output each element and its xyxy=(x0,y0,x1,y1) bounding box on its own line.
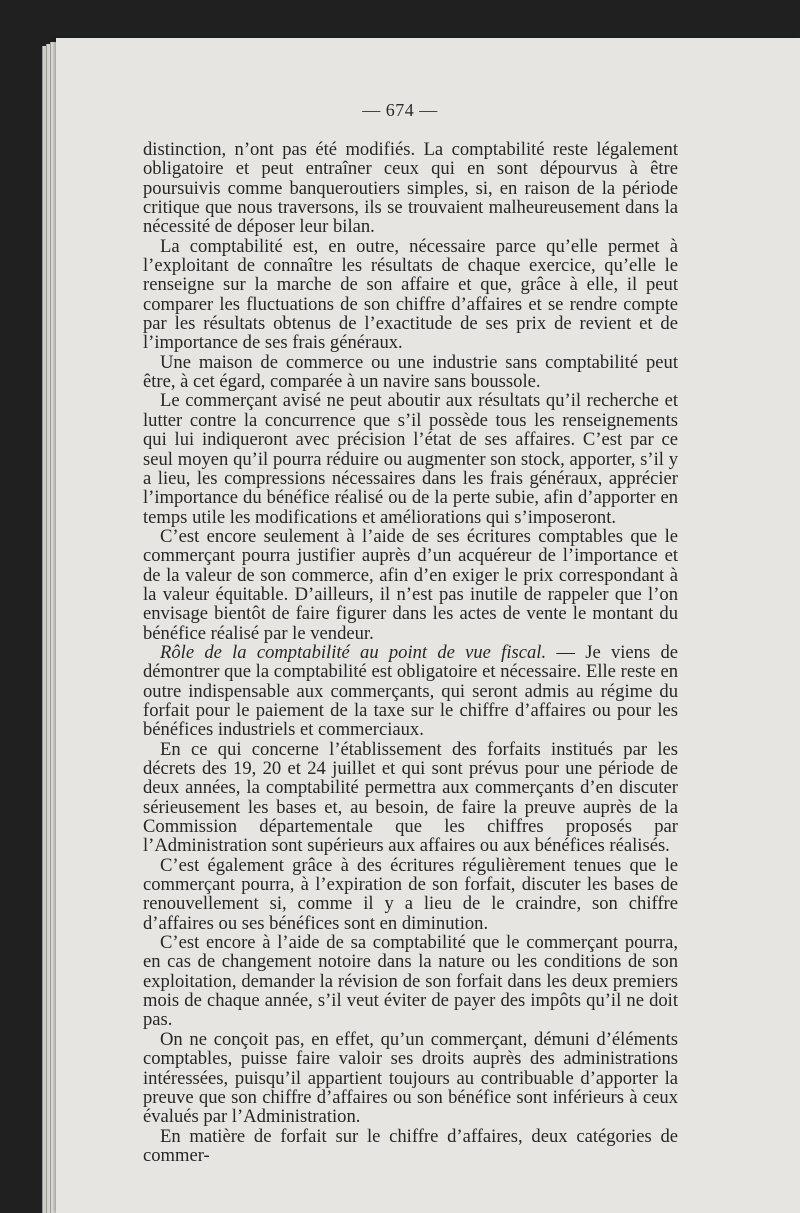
paragraph-7 xyxy=(143,740,678,856)
section-title: Rôle de la comptabilité au point de vue fiscal. xyxy=(160,641,547,663)
paragraph-11 xyxy=(143,1127,678,1166)
paragraph-text: On ne conçoit pas, en effet, qu’un commerçant, démuni d’éléments comptables, puisse faire valoir ses droits auprès des administrations intéressées, puisqu’il appartient toujours au contribuable d’apporter la preuve que son chiffre d’affaires ou son bénéfice sont inférieurs à ceux évalués par l’Administration. xyxy=(143,1028,678,1128)
paragraph-text: Le commerçant avisé ne peut aboutir aux résultats qu’il recherche et lutter contre la concurrence que s’il possède tous les renseignements qui lui indiqueront avec précision l’état de ses affaires. C’est par ce seul moyen qu’il pourra réduire ou augmenter son stock, apporter, s’il y a lieu, les compressions nécessaires dans les frais généraux, apprécier l’importance du bénéfice réalisé ou de la perte subie, afin d’apporter en temps utile les modifications et améliorations qui s’imposeront. xyxy=(143,390,678,528)
paragraph-4 xyxy=(143,391,678,526)
paragraph-text: C’est encore à l’aide de sa comptabilité que le commerçant pourra, en cas de changement notoire dans la nature ou les conditions de son exploitation, demander la révision de son forfait dans les deux premiers mois de chaque année, s’il veut éviter de payer des impôts qu’il ne doit pas. xyxy=(143,932,678,1031)
paragraph-6 xyxy=(143,643,678,740)
paragraph-text: C’est également grâce à des écritures régulièrement tenues que le commerçant pourra, à l’expiration de son forfait, discuter les bases de renouvellement si, comme il y a lieu de le craindre, son chiffre d’affaires ou ses bénéfices sont en diminution. xyxy=(143,854,678,934)
paragraph-text: distinction, n’ont pas été modifiés. La comptabilité reste légalement obligatoire et peut entraîner ceux qui en sont dépourvus à être poursuivis comme banqueroutiers simples, si, en raison de la période critique que nous traversons, ils se trouvaient malheureusement dans la nécessité de déposer leur bilan. xyxy=(143,139,678,238)
page-number: — 674 — xyxy=(362,100,438,120)
paragraph-9 xyxy=(143,933,678,1030)
paragraph-text: La comptabilité est, en outre, nécessaire parce qu’elle permet à l’exploitant de connaître les résultats de chaque exercice, qu’elle le renseigne sur la marche de son affaire et que, grâce à elle, il peut comparer les fluctuations de son chiffre d’affaires et se rendre compte par les résultats obtenus de l’exactitude de ses prix de revient et de l’importance de ses frais généraux. xyxy=(143,235,678,354)
paragraph-3 xyxy=(143,353,678,392)
paragraph-10 xyxy=(143,1030,678,1127)
paragraph-5 xyxy=(143,527,678,643)
paragraph-1 xyxy=(143,140,678,237)
paragraph-2 xyxy=(143,237,678,353)
body-text xyxy=(143,140,678,1165)
paragraph-text: — Je viens de démontrer que la comptabilité est obligatoire et nécessaire. Elle reste en outre indispensable aux commerçants, qui seront admis au régime du forfait pour le paiement de la taxe sur le chiffre d’affaires ou pour les bénéfices industriels et commerciaux. xyxy=(143,641,678,741)
paragraph-text: Une maison de commerce ou une industrie sans comptabilité peut être, à cet égard, comparée à un navire sans boussole. xyxy=(143,351,678,393)
paragraph-text: En matière de forfait sur le chiffre d’affaires, deux catégories de commer- xyxy=(143,1125,678,1166)
paragraph-8 xyxy=(143,856,678,933)
paragraph-text: C’est encore seulement à l’aide de ses écritures comptables que le commerçant pourra justifier auprès d’un acquéreur de l’importance et de la valeur de son commerce, afin d’en exiger le prix correspondant à la valeur équitable. D’ailleurs, il n’est pas inutile de rappeler que l’on envisage bientôt de faire figurer dans les actes de vente le montant du bénéfice réalisé par le vendeur. xyxy=(143,525,678,644)
paragraph-text: En ce qui concerne l’établissement des forfaits institués par les décrets des 19, 20 et 24 juillet et qui sont prévus pour une période de deux années, la comptabilité permettra aux commerçants d’en discuter sérieusement les bases et, au besoin, de faire la preuve auprès de la Commission départementale que les chiffres proposés par l’Administration sont supérieurs aux affaires ou aux bénéfices réalisés. xyxy=(143,738,678,857)
